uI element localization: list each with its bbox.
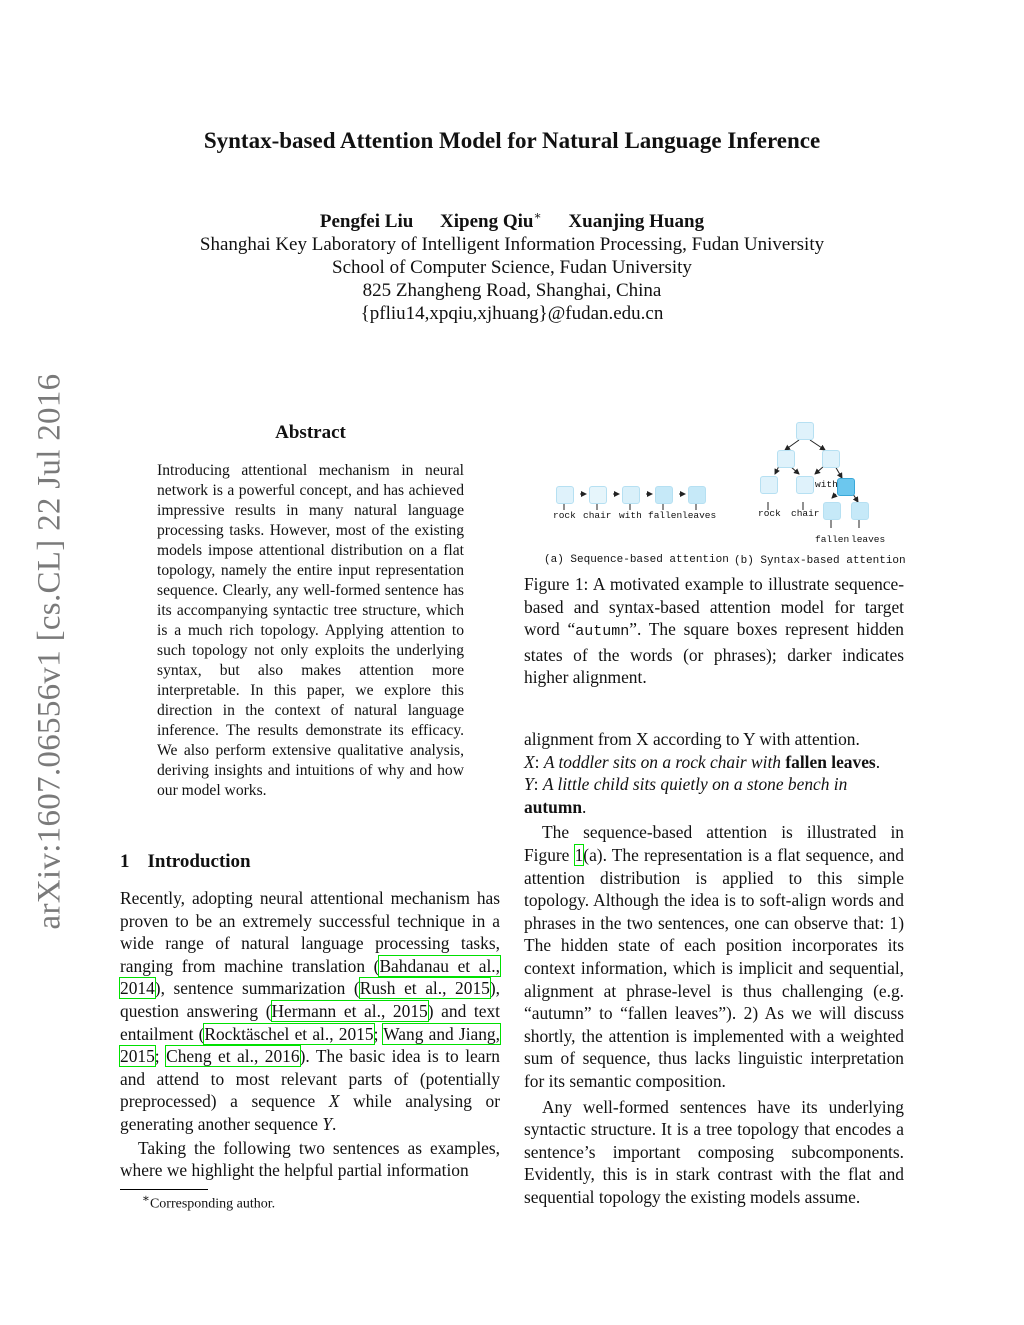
figure-1 <box>524 420 904 570</box>
text-run: ) and text entailment ( <box>120 1000 500 1044</box>
subcaption-b: (b) Syntax-based attention <box>734 555 906 567</box>
intro-paragraph-3 <box>524 821 904 1092</box>
citation-hermann[interactable]: Hermann et al., 2015 <box>271 1000 428 1021</box>
affiliation-line-1: Shanghai Key Laboratory of Intelligent Information Processing, Fudan University <box>199 234 825 255</box>
abstract-text: Introducing attentional mechanism in neural network is a powerful concept, and has achieved impressive results in many natural language processing tasks. However, most of the existing models impose attentional distribution on a flat topology, namely the entire input representation sequence. Clearly, any well-formed sentence has its accompanying syntactic tree structure, which is a much rich topology. Applying attention to such topology not only exploits the underlying syntax, but also makes attention more interpretable. In this paper, we explore this direction in the context of natural language inference. The results demonstrate its efficacy. We also perform extensive qualitative analysis, deriving insights and intuitions of why and how our model works. <box>157 462 464 799</box>
text-run: ; <box>154 1046 167 1067</box>
citation-rocktaschel[interactable]: Rocktäschel et al., 2015 <box>204 1023 374 1044</box>
tree-word-fallen: fallen <box>815 534 850 545</box>
text-run: ), sentence summarization ( <box>154 978 360 999</box>
section-number: 1 <box>120 851 130 872</box>
math-x: X <box>524 751 535 772</box>
intro-paragraph-1 <box>120 887 500 1136</box>
arxiv-stamp: arXiv:1607.06556v1 [cs.CL] 22 Jul 2016 <box>31 373 68 930</box>
author-2-name: Xipeng Qiu <box>440 211 534 233</box>
seq-box-fallen <box>655 486 673 504</box>
tree-word-chair: chair <box>791 508 820 519</box>
citation-rush[interactable]: Rush et al., 2015 <box>359 978 490 999</box>
section-heading-introduction <box>120 851 251 873</box>
example-y: Y: A little child sits quietly on a stone bench in autumn. <box>524 774 848 817</box>
text-run: ). The basic idea is to learn and attend to most relevant parts of (potentially preprocessed) a sequence <box>120 1046 500 1112</box>
footnote-text: Corresponding author. <box>149 1196 276 1212</box>
author-1: Pengfei Liu <box>319 211 414 233</box>
math-x: X <box>328 1091 340 1112</box>
text-run: (a). The representation is a flat sequence, and attention distribution is applied to this simple topology. Although the idea is to soft-align words and phrases in the two sentences, one can observe that: 1) The hidden state of each position incorporates its context information, which is implicit and sequential, alignment at phrase-level is thus challenging (e.g. “autumn” to “fallen leaves”). 2) As we will discuss shortly, the attention is implemented with a weighted sum of sequence, thus lacks linguistic interpretation for its semantic composition. <box>524 844 904 1091</box>
tree-box-np <box>777 450 795 468</box>
math-y: Y <box>322 1113 332 1134</box>
paragraph-2-continued: alignment from X according to Y with attention. <box>524 729 860 749</box>
seq-word-leaves: leaves <box>682 510 717 521</box>
intro-paragraph-2: Taking the following two sentences as examples, where we highlight the helpful partial information <box>120 1137 500 1181</box>
text-run: ; <box>373 1023 384 1044</box>
tree-word-rock: rock <box>758 508 781 519</box>
section-title: Introduction <box>147 851 251 872</box>
author-list <box>0 209 1024 233</box>
tree-box-rock <box>760 476 778 494</box>
author-2 <box>440 211 542 232</box>
text-run: The sequence-based attention is illustrated in Figure <box>524 822 904 865</box>
caption-code: autumn <box>575 623 630 641</box>
citation-text: Wang and <box>383 1023 454 1044</box>
tree-box-leaves <box>851 502 869 520</box>
citation-year: 2014 <box>120 978 155 999</box>
citation-text: Bahdanau et al., <box>379 955 500 976</box>
seq-word-rock: rock <box>553 510 576 521</box>
seq-box-leaves <box>688 486 706 504</box>
tree-box-fallen <box>823 502 841 520</box>
footnote <box>142 1191 275 1213</box>
tree-box-chair <box>796 476 814 494</box>
example-x-text: A toddler sits on a rock chair with <box>543 751 781 772</box>
seq-box-rock <box>556 486 574 504</box>
figure-ref-1[interactable]: 1 <box>574 844 584 865</box>
paper-title: Syntax-based Attention Model for Natural Language Inference <box>203 128 821 153</box>
tree-word-leaves: leaves <box>851 534 886 545</box>
seq-box-with <box>622 486 640 504</box>
intro-left-column <box>120 887 500 1182</box>
example-x-bold: fallen leaves <box>785 751 876 772</box>
tree-box-fallen-leaves <box>837 478 855 496</box>
math-y: Y <box>524 774 534 795</box>
text-run: . <box>331 1113 337 1134</box>
subcaption-a: (a) Sequence-based attention <box>544 554 729 566</box>
footnote-mark: ∗ <box>142 1192 150 1205</box>
example-y-bold: autumn <box>524 796 582 817</box>
tree-box-pp <box>822 450 840 468</box>
text-run: while analysing or generating another sequence <box>120 1091 500 1134</box>
seq-word-chair: chair <box>583 510 612 521</box>
text-run: Recently, adopting neural attentional mechanism has proven to be an extremely successful technique in a wide range of natural language processing tasks, ranging from machine translation ( <box>120 888 500 976</box>
example-y-text: A little child sits quietly on a stone bench in <box>542 774 848 795</box>
abstract-heading: Abstract <box>275 422 346 443</box>
footnote-rule <box>120 1189 208 1190</box>
affiliation-line-2: School of Computer Science, Fudan University <box>332 257 692 278</box>
tree-word-with: with <box>815 479 838 490</box>
figure-1-caption <box>524 573 904 689</box>
seq-word-fallen: fallen <box>648 510 683 521</box>
citation-cheng[interactable]: Cheng et al., 2016 <box>166 1046 300 1067</box>
citation-text: Jiang, 2015 <box>120 1023 500 1067</box>
affiliation-line-3: 825 Zhangheng Road, Shanghai, China <box>362 280 662 301</box>
caption-text: Figure 1: A motivated example to illustrate sequence-based and syntax-based attention model for target word “ <box>524 574 904 640</box>
intro-right-column <box>524 728 904 1208</box>
affiliation-email: {pfliu14,xpqiu,xjhuang}@fudan.edu.cn <box>360 303 664 324</box>
intro-paragraph-4: Any well-formed sentences have its underlying syntactic structure. It is a tree topology that encodes a sentence’s important composing subcomponents. Evidently, this is in stark contrast with the flat and sequential topology the existing models assume. <box>524 1096 904 1207</box>
seq-word-with: with <box>619 510 642 521</box>
author-3: Xuanjing Huang <box>568 211 705 233</box>
tree-box-root <box>796 422 814 440</box>
author-2-mark: ∗ <box>533 209 542 223</box>
caption-text: ”. The square boxes represent hidden states of the words (or phrases); darker indicates higher alignment. <box>524 619 904 688</box>
text-run: ), question answering ( <box>120 978 500 1021</box>
seq-box-chair <box>589 486 607 504</box>
example-x: X: A toddler sits on a rock chair with fallen leaves. <box>524 751 881 772</box>
